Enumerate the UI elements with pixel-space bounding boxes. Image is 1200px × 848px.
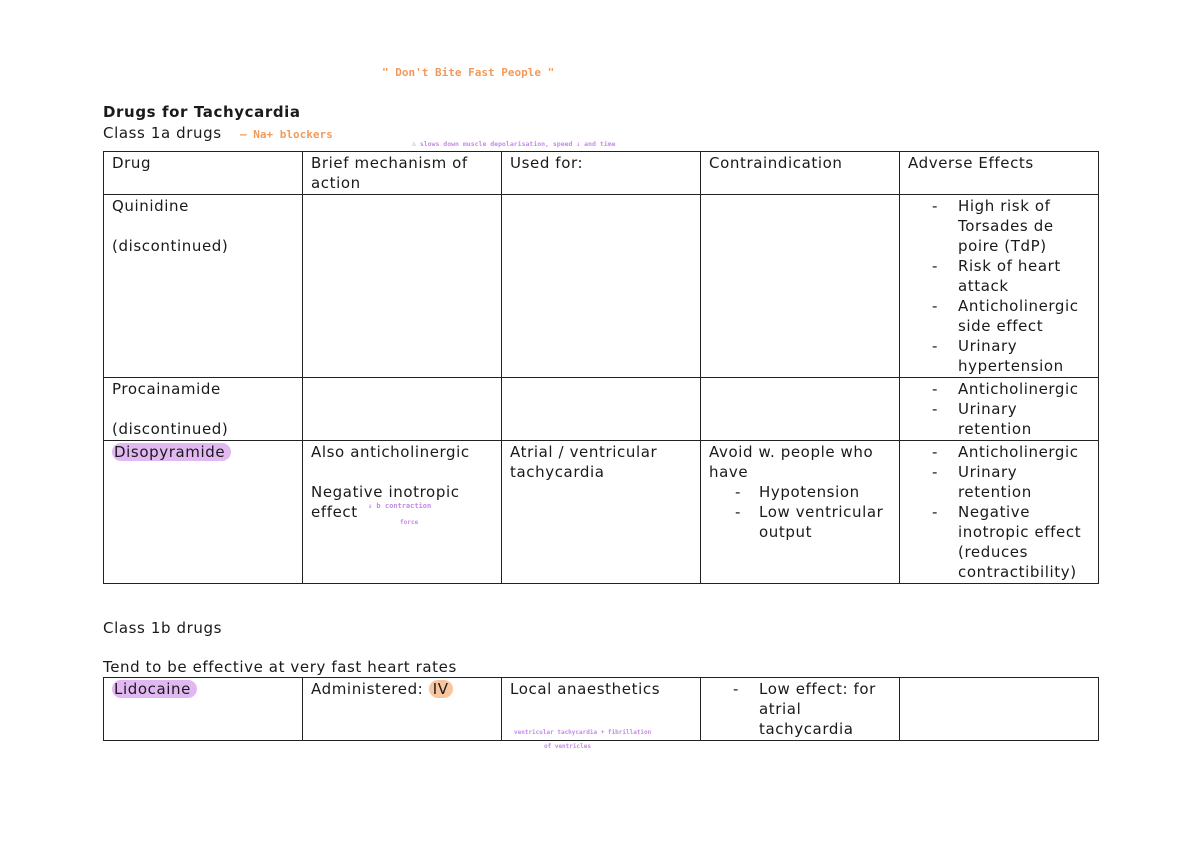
adverse-item: - Anticholinergic bbox=[930, 442, 1090, 462]
cell-used-for bbox=[502, 378, 701, 441]
cell-contraindication bbox=[701, 678, 900, 741]
class1a-subannotation: ∴ slows down muscle depolarisation, speed ↓ and time bbox=[412, 140, 616, 148]
class1a-annotation: — Na+ blockers bbox=[240, 128, 333, 141]
cell-drug bbox=[104, 441, 303, 584]
class1b-heading: Class 1b drugs bbox=[103, 619, 222, 637]
table-row bbox=[104, 195, 1099, 378]
mnemonic-annotation: " Don't Bite Fast People " bbox=[382, 66, 555, 79]
drug-name-highlighted: Disopyramide bbox=[112, 443, 231, 461]
drug-name: Quinidine bbox=[112, 197, 189, 215]
contra-item: - Low effect: for atrial tachycardia bbox=[731, 679, 891, 739]
drug-status: (discontinued) bbox=[112, 420, 229, 438]
cell-drug bbox=[104, 678, 303, 741]
adverse-item: - Anticholinergic side effect bbox=[930, 296, 1090, 336]
lidocaine-annotation: of ventricles bbox=[544, 743, 591, 750]
adverse-item: - Urinary retention bbox=[930, 399, 1090, 439]
contra-intro: Avoid w. people who have bbox=[709, 443, 874, 481]
class1a-heading: Class 1a drugs bbox=[103, 124, 222, 142]
cell-adverse-effects bbox=[900, 678, 1099, 741]
cell-mechanism bbox=[303, 441, 502, 584]
disopyramide-annotation: ↓ b contraction bbox=[368, 502, 432, 510]
contra-item: - Low ventricular output bbox=[733, 502, 891, 542]
adverse-item: - Anticholinergic bbox=[930, 379, 1090, 399]
cell-mechanism bbox=[303, 195, 502, 378]
cell-mechanism bbox=[303, 678, 502, 741]
cell-contraindication bbox=[701, 378, 900, 441]
table-header-row bbox=[104, 152, 1099, 195]
cell-drug bbox=[104, 378, 303, 441]
header-contraindication: Contraindication bbox=[701, 152, 900, 195]
class1a-table bbox=[103, 151, 1099, 584]
adverse-item: - Urinary retention bbox=[930, 462, 1090, 502]
adverse-item: - High risk of Torsades de poire (TdP) bbox=[930, 196, 1090, 256]
adverse-item: - Negative inotropic effect (reduces contractibility) bbox=[930, 502, 1090, 582]
header-adverse-effects: Adverse Effects bbox=[900, 152, 1099, 195]
drug-status: (discontinued) bbox=[112, 237, 229, 255]
adverse-item: - Urinary hypertension bbox=[930, 336, 1090, 376]
header-drug: Drug bbox=[104, 152, 303, 195]
lidocaine-annotation: ventricular tachycardia + fibrillation bbox=[514, 729, 652, 736]
contra-item: - Hypotension bbox=[733, 482, 891, 502]
class1b-description: Tend to be effective at very fast heart rates bbox=[103, 658, 457, 676]
cell-adverse-effects bbox=[900, 378, 1099, 441]
disopyramide-annotation: force bbox=[400, 519, 419, 526]
cell-adverse-effects bbox=[900, 441, 1099, 584]
cell-contraindication bbox=[701, 195, 900, 378]
cell-adverse-effects bbox=[900, 195, 1099, 378]
table-row bbox=[104, 378, 1099, 441]
cell-drug bbox=[104, 195, 303, 378]
admin-value-highlighted: IV bbox=[429, 680, 453, 698]
adverse-item: - Risk of heart attack bbox=[930, 256, 1090, 296]
mechanism-line: Negative inotropic effect bbox=[311, 483, 460, 521]
header-used-for: Used for: bbox=[502, 152, 701, 195]
drug-name: Procainamide bbox=[112, 380, 221, 398]
cell-mechanism bbox=[303, 378, 502, 441]
table-row bbox=[104, 441, 1099, 584]
drug-name-highlighted: Lidocaine bbox=[112, 680, 197, 698]
page-title: Drugs for Tachycardia bbox=[103, 103, 301, 121]
cell-contraindication bbox=[701, 441, 900, 584]
cell-used-for bbox=[502, 195, 701, 378]
cell-used-for: Local anaesthetics bbox=[502, 678, 701, 741]
mechanism-line: Also anticholinergic bbox=[311, 443, 470, 461]
cell-used-for: Atrial / ventricular tachycardia bbox=[502, 441, 701, 584]
admin-label: Administered: bbox=[311, 680, 429, 698]
header-mechanism: Brief mechanism of action bbox=[303, 152, 502, 195]
